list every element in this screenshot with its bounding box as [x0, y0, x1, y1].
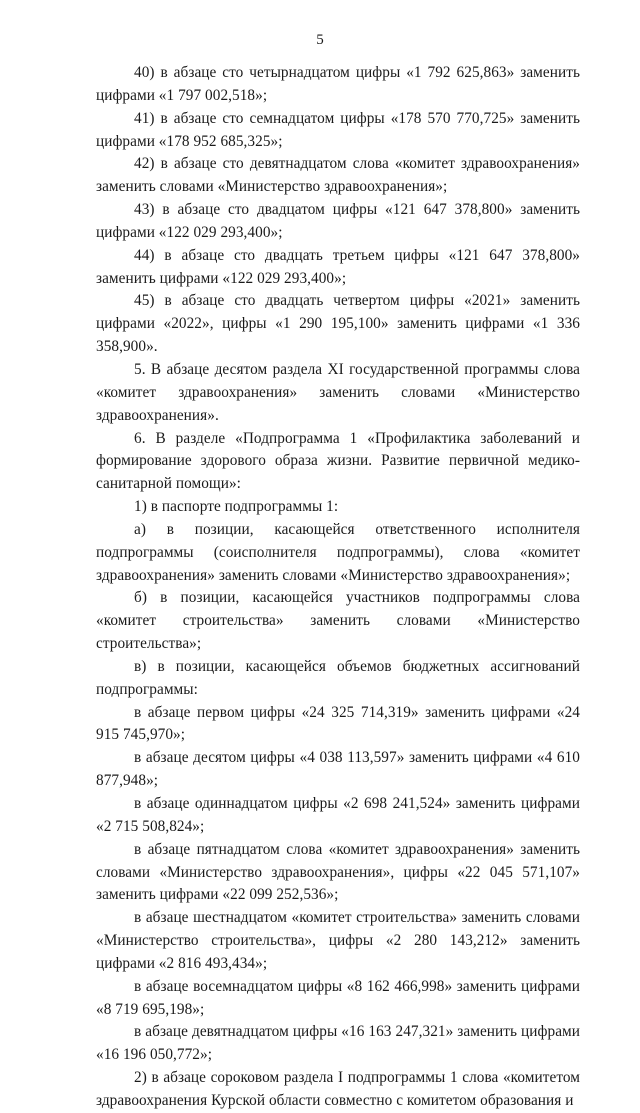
paragraph: в абзаце девятнадцатом цифры «16 163 247,321» заменить цифрами «16 196 050,772»; — [96, 1023, 580, 1064]
document-body — [96, 62, 580, 1113]
paragraph: в) в позиции, касающейся объемов бюджетных ассигнований подпрограммы: — [96, 657, 580, 698]
paragraph: в абзаце одиннадцатом цифры «2 698 241,524» заменить цифрами «2 715 508,824»; — [96, 795, 580, 835]
paragraph: 42) в абзаце сто девятнадцатом слова «комитет здравоохранения» заменить словами «Министерство здравоохранения»; — [96, 155, 580, 196]
paragraph: 44) в абзаце сто двадцать третьем цифры «121 647 378,800» заменить цифрами «122 029 293,400»; — [96, 246, 580, 287]
paragraph: 45) в абзаце сто двадцать четвертом цифры «2021» заменить цифрами «2022», цифры «1 290 195,100» заменить цифрами «1 336 358,900». — [96, 292, 580, 356]
paragraph: 6. В разделе «Подпрограмма 1 «Профилактика заболеваний и формирование здорового образа жизни. Развитие первичной медико-санитарной помощи»: — [96, 429, 580, 493]
paragraph: 41) в абзаце сто семнадцатом цифры «178 570 770,725» заменить цифрами «178 952 685,325»; — [96, 109, 580, 150]
paragraph: 43) в абзаце сто двадцатом цифры «121 647 378,800» заменить цифрами «122 029 293,400»; — [96, 201, 580, 241]
paragraph: 5. В абзаце десятом раздела XI государственной программы слова «комитет здравоохранения» заменить словами «Министерство здравоохранения». — [96, 360, 580, 424]
paragraph: 2) в абзаце сороковом раздела I подпрограммы 1 слова «комитетом здравоохранения Курской области совместно с комитетом образования и — [96, 1069, 580, 1109]
paragraph: 40) в абзаце сто четырнадцатом цифры «1 792 625,863» заменить цифрами «1 797 002,518»; — [96, 64, 580, 104]
page-number: 5 — [316, 32, 324, 48]
paragraph: в абзаце восемнадцатом цифры «8 162 466,998» заменить цифрами «8 719 695,198»; — [96, 977, 580, 1018]
paragraph: в абзаце десятом цифры «4 038 113,597» заменить цифрами «4 610 877,948»; — [96, 749, 580, 790]
paragraph: а) в позиции, касающейся ответственного исполнителя подпрограммы (соисполнителя подпрограммы), слова «комитет здравоохранения» заменить словами «Министерство здравоохранения»; — [96, 520, 580, 584]
paragraph: 1) в паспорте подпрограммы 1: — [134, 498, 339, 516]
paragraph: в абзаце пятнадцатом слова «комитет здравоохранения» заменить словами «Министерство здравоохранения», цифры «22 045 571,107» заменить цифрами «22 099 252,536»; — [96, 840, 580, 904]
paragraph: в абзаце первом цифры «24 325 714,319» заменить цифрами «24 915 745,970»; — [96, 703, 580, 744]
paragraph: б) в позиции, касающейся участников подпрограммы слова «комитет строительства» заменить словами «Министерство строительства»; — [96, 589, 580, 653]
paragraph: в абзаце шестнадцатом «комитет строительства» заменить словами «Министерство строительства», цифры «2 280 143,212» заменить цифрами «2 816 493,434»; — [96, 909, 580, 972]
